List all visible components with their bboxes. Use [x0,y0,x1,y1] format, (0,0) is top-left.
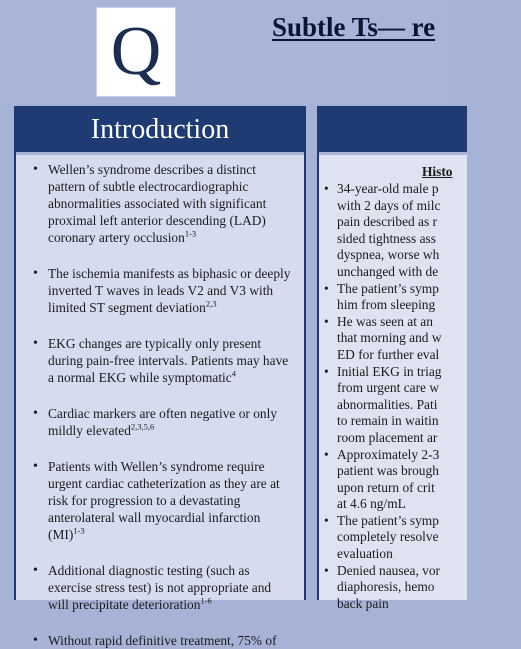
history-line: • He was seen at an [337,313,433,329]
history-bullet [321,513,521,563]
citation-ref: 4 [231,368,236,379]
history-line: pain described as r [337,214,438,230]
introduction-bullet [26,405,294,439]
history-line: completely resolve [337,529,439,545]
history-bullet [321,364,521,447]
title-clip [0,0,450,60]
history-line: • The patient’s symp [337,512,439,528]
history-line: diaphoresis, hemo [337,579,435,595]
introduction-panel [14,106,306,648]
history-bullet [321,281,521,314]
history-bullet [321,181,521,281]
history-line: patient was brough [337,463,439,479]
citation-ref: 1-3 [73,525,85,536]
history-line: • Initial EKG in triag [337,363,442,379]
history-line: unchanged with de [337,263,439,279]
history-line: that morning and w [337,330,442,346]
svg-text:Q: Q [110,13,162,90]
history-line: upon return of crit [337,479,435,495]
history-line: abnormalities. Pati [337,396,438,412]
introduction-bullet [26,161,294,246]
bullet-text: The ischemia manifests as biphasic or deeply inverted T waves in leads V2 and V3 with limited ST segment deviation [48,266,291,315]
citation-ref: 2,3,5,6 [130,421,155,432]
poster-title: Subtle Ts— re [272,12,436,42]
history-line: room placement ar [337,429,438,445]
history-line: back pain [337,595,389,611]
introduction-heading: Introduction [16,108,304,152]
citation-ref: 2,3 [205,298,217,309]
history-bullet [321,314,521,364]
bullet-text: Cardiac markers are often negative or only mildly elevated [48,406,278,438]
history-line: • The patient’s symp [337,280,439,296]
history-line: from urgent care w [337,380,439,396]
history-heading: Histo [422,164,453,179]
bullet-text: Without rapid definitive treatment, 75% of [48,633,277,648]
history-bullet [321,563,521,613]
bullet-text: EKG changes are typically only present during pain-free intervals. Patients may have a normal EKG while symptomatic [48,336,289,385]
history-line: • Denied nausea, vor [337,562,440,578]
history-bullets [321,181,521,612]
history-line: him from sleeping [337,297,436,313]
history-line: to remain in waitin [337,413,439,429]
history-line: evaluation [337,546,393,562]
introduction-bullet [26,265,294,316]
history-line: • 34-year-old male p [337,181,439,196]
history-line: • Approximately 2-3 [337,446,440,462]
history-line: at 4.6 ng/mL [337,496,406,512]
introduction-bullet [26,632,294,649]
bullet-text: Wellen’s syndrome describes a distinct pattern of subtle electrocardiographic abnormalities associated with significant proximal left anterior descending (LAD) coronary artery occlusion [48,162,267,245]
citation-ref: 1-6 [200,595,212,606]
history-bullet [321,447,521,513]
introduction-bullet [26,458,294,543]
history-line: with 2 days of milc [337,197,441,213]
introduction-bullets [16,155,304,649]
citation-ref: 1-3 [184,228,197,239]
history-panel-header [319,108,467,152]
history-panel [317,106,467,611]
history-line: sided tightness ass [337,230,436,246]
history-line: ED for further eval [337,346,440,362]
history-line: dyspnea, worse wh [337,247,440,263]
introduction-bullet [26,562,294,613]
introduction-bullet [26,335,294,386]
divider [319,152,467,155]
bullet-text: Additional diagnostic testing (such as exercise stress test) is not appropriate and will precipitate deterioration [48,563,272,612]
bullet-text: Patients with Wellen’s syndrome require urgent cardiac catheterization as they are at risk for progression to a devastating anterolateral wall myocardial infarction (MI) [48,459,280,542]
